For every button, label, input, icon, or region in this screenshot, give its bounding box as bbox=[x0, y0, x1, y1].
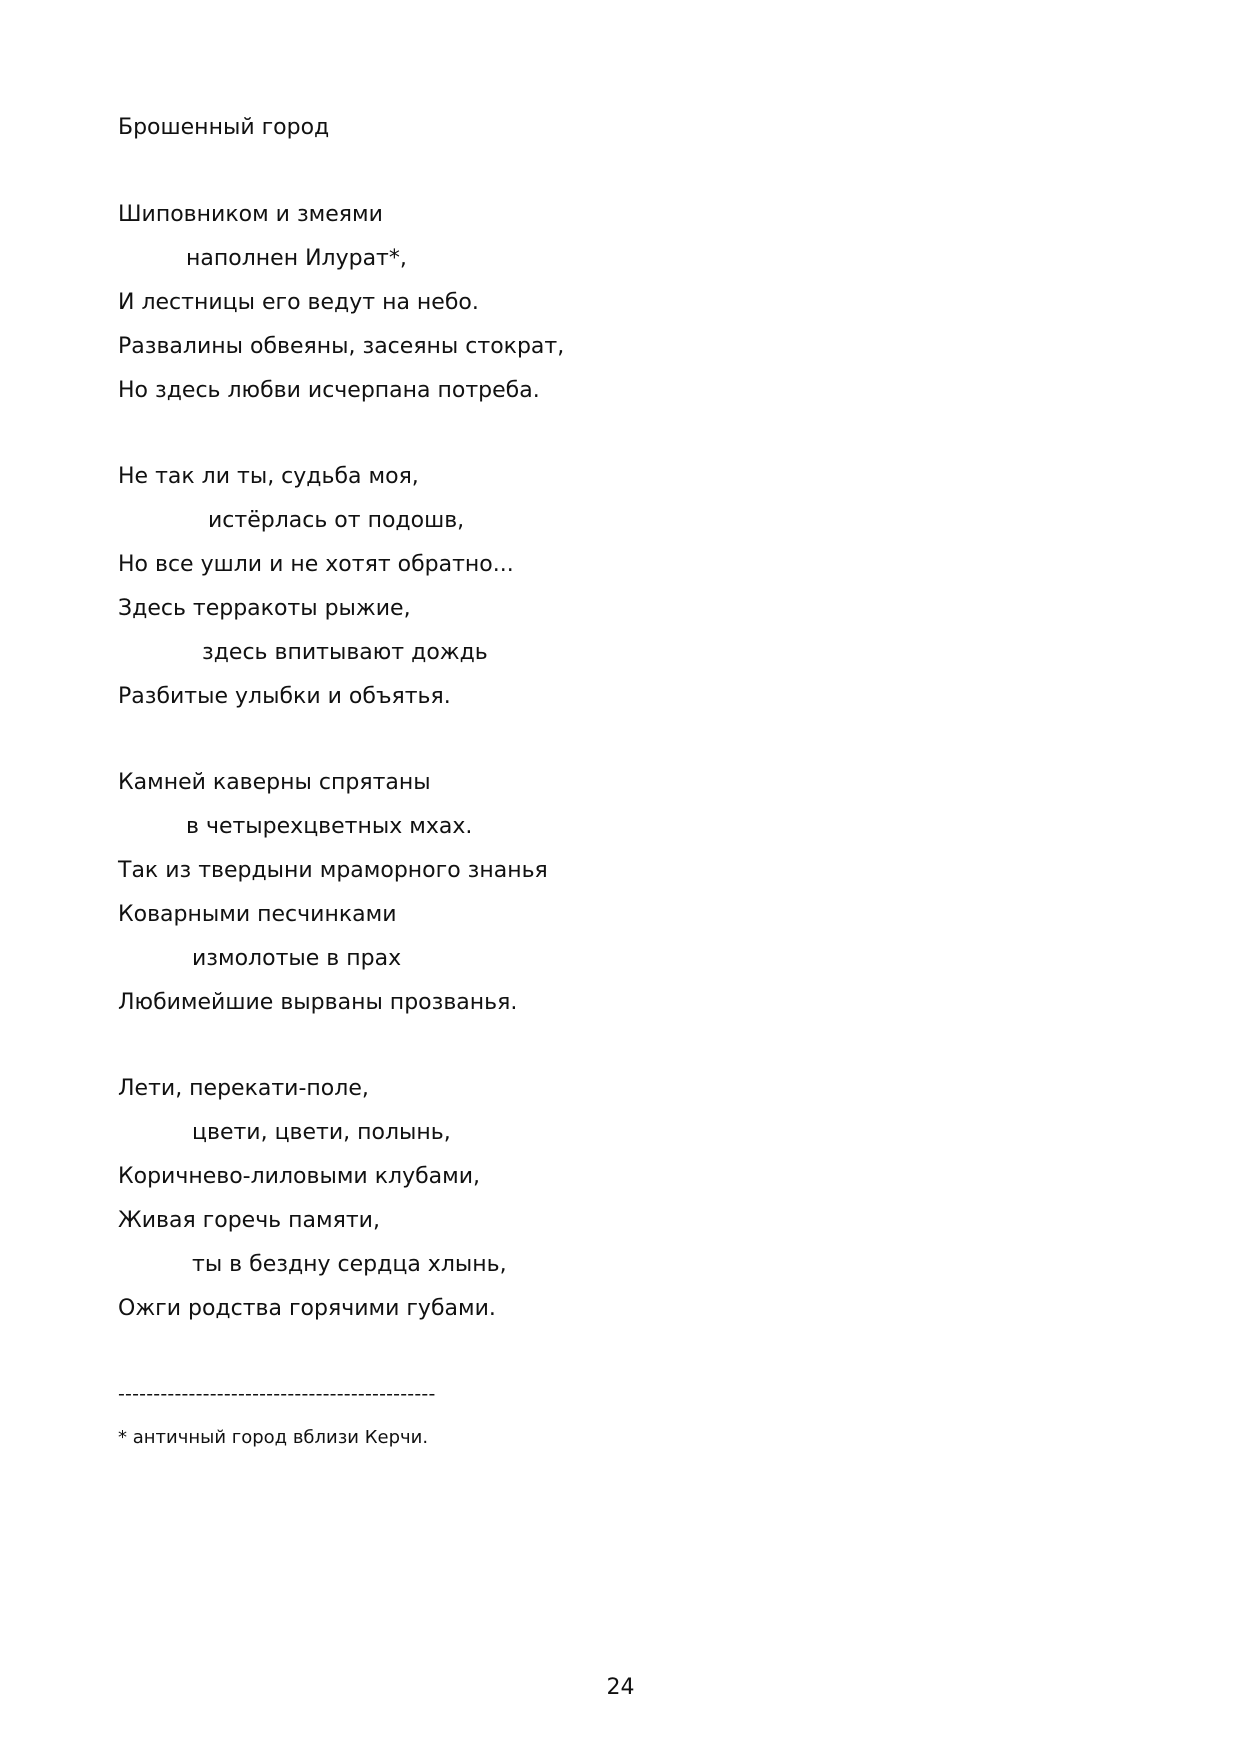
poem-line: И лестницы его ведут на небо. bbox=[118, 290, 479, 315]
poem-line: Лети, перекати-поле, bbox=[118, 1076, 369, 1101]
poem-line: Не так ли ты, судьба моя, bbox=[118, 464, 419, 489]
poem-line: Любимейшие вырваны прозванья. bbox=[118, 990, 518, 1015]
poem-line: Разбитые улыбки и объятья. bbox=[118, 684, 451, 709]
poem-title: Брошенный город bbox=[118, 115, 330, 140]
poem-line-indented: наполнен Илурат*, bbox=[186, 246, 407, 271]
poem-line: Но все ушли и не хотят обратно... bbox=[118, 552, 514, 577]
poem-line-indented: здесь впитывают дождь bbox=[202, 640, 488, 665]
poem-line-indented: измолотые в прах bbox=[192, 946, 402, 971]
poem-line: Так из твердыни мраморного знанья bbox=[118, 858, 548, 883]
poem-line: Но здесь любви исчерпана потреба. bbox=[118, 378, 540, 403]
footnote: * античный город вблизи Керчи. bbox=[118, 1427, 429, 1448]
stanza-1 bbox=[118, 200, 564, 420]
page-number: 24 bbox=[606, 1675, 635, 1700]
poem-line: Развалины обвеяны, засеяны стократ, bbox=[118, 334, 565, 359]
poem-line-indented: в четырехцветных мхах. bbox=[186, 814, 473, 839]
poem-line: Здесь терракоты рыжие, bbox=[118, 596, 411, 621]
poem-line-indented: истёрлась от подошв, bbox=[208, 508, 465, 533]
poem-line: Шиповником и змеями bbox=[118, 202, 383, 227]
poem-line: Камней каверны спрятаны bbox=[118, 770, 431, 795]
poem-body bbox=[118, 200, 564, 1380]
poem-line: Коричнево-лиловыми клубами, bbox=[118, 1164, 481, 1189]
poem-line-indented: ты в бездну сердца хлынь, bbox=[192, 1252, 507, 1277]
poem-line: Живая горечь памяти, bbox=[118, 1208, 380, 1233]
poem-line: Ожги родства горячими губами. bbox=[118, 1296, 496, 1321]
stanza-3 bbox=[118, 768, 564, 1032]
poem-line-indented: цвети, цвети, полынь, bbox=[192, 1120, 451, 1145]
poem-line: Коварными песчинками bbox=[118, 902, 397, 927]
footnote-separator: --------------------------------------------- bbox=[118, 1383, 436, 1405]
stanza-4 bbox=[118, 1074, 564, 1338]
stanza-2 bbox=[118, 462, 564, 726]
